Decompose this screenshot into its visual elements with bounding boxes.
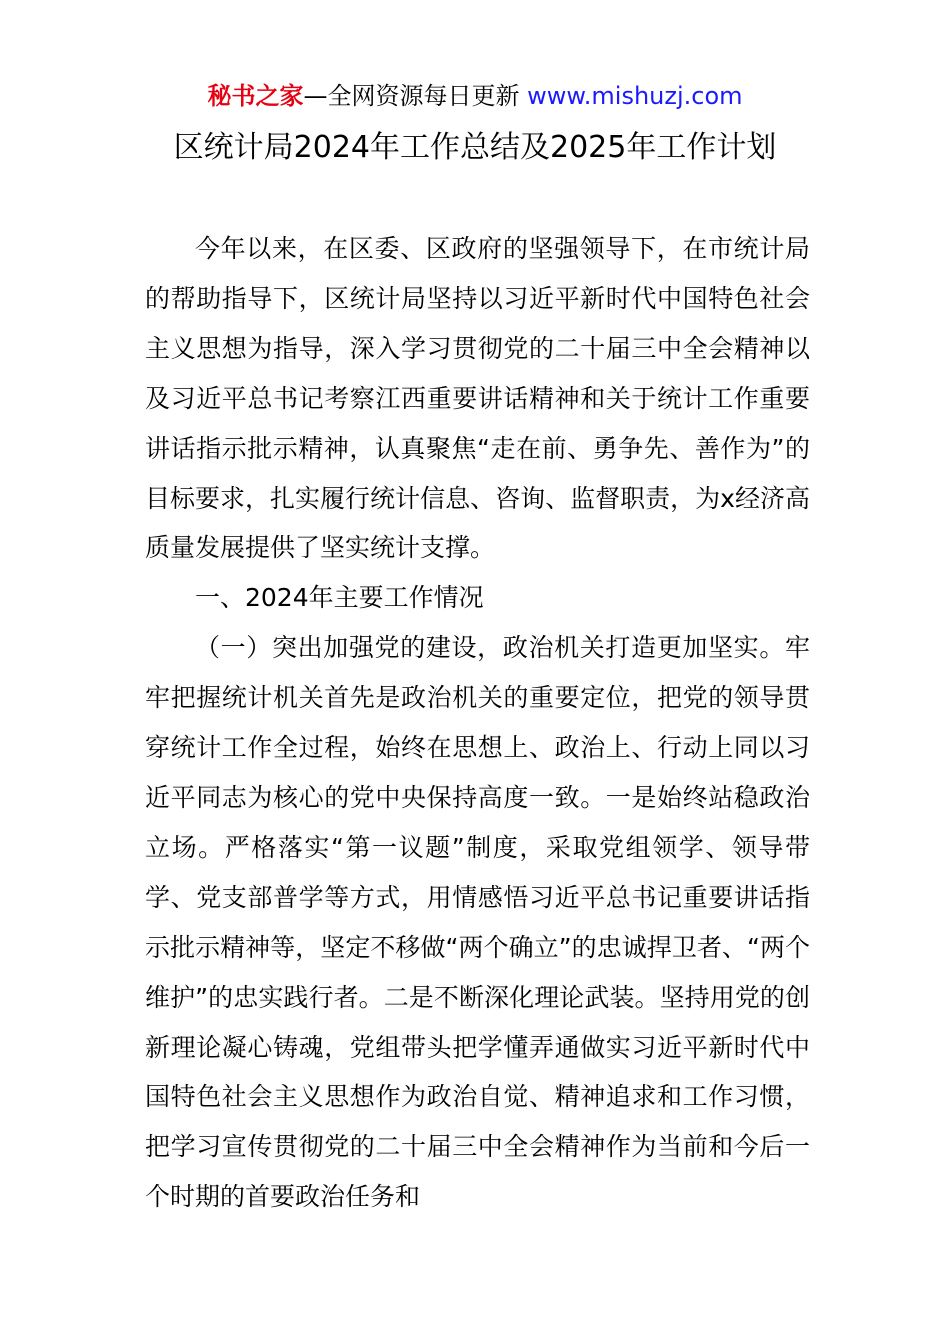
brand-name: 秘书之家 (207, 82, 304, 110)
section-heading: 一、2024年主要工作情况 (195, 583, 484, 613)
document-title: 区统计局2024年工作总结及2025年工作计划 (173, 130, 777, 165)
header-tagline: —全网资源每日更新 (303, 82, 528, 110)
site-url[interactable]: www.mishuzj.com (527, 82, 743, 110)
paragraph-intro: 今年以来，在区委、区政府的坚强领导下，在市统计局的帮助指导下，区统计局坚持以习近平新时代中国特色社会主义思想为指导，深入学习贯彻党的二十届三中全会精神以及习近平总书记考察江西重要讲话精神和关于统计工作重要讲话指示批示精神，认真聚焦“走在前、勇争先、善作为”的目标要求，扎实履行统计信息、咨询、监督职责，为x经济高质量发展提供了坚实统计支撑。 (145, 234, 810, 563)
paragraph-section-1: （一）突出加强党的建设，政治机关打造更加坚实。牢牢把握统计机关首先是政治机关的重要定位，把党的领导贯穿统计工作全过程，始终在思想上、政治上、行动上同以习近平同志为核心的党中央保持高度一致。一是始终站稳政治立场。严格落实“第一议题”制度，采取党组领学、领导带学、党支部普学等方式，用情感悟习近平总书记重要讲话指示批示精神等，坚定不移做“两个确立”的忠诚捍卫者、“两个维护”的忠实践行者。二是不断深化理论武装。坚持用党的创新理论凝心铸魂，党组带头把学懂弄通做实习近平新时代中国特色社会主义思想作为政治自觉、精神追求和工作习惯，把学习宣传贯彻党的二十届三中全会精神作为当前和今后一个时期的首要政治任务和 (145, 633, 810, 1212)
site-header (0, 80, 950, 112)
document-body (145, 224, 810, 1222)
